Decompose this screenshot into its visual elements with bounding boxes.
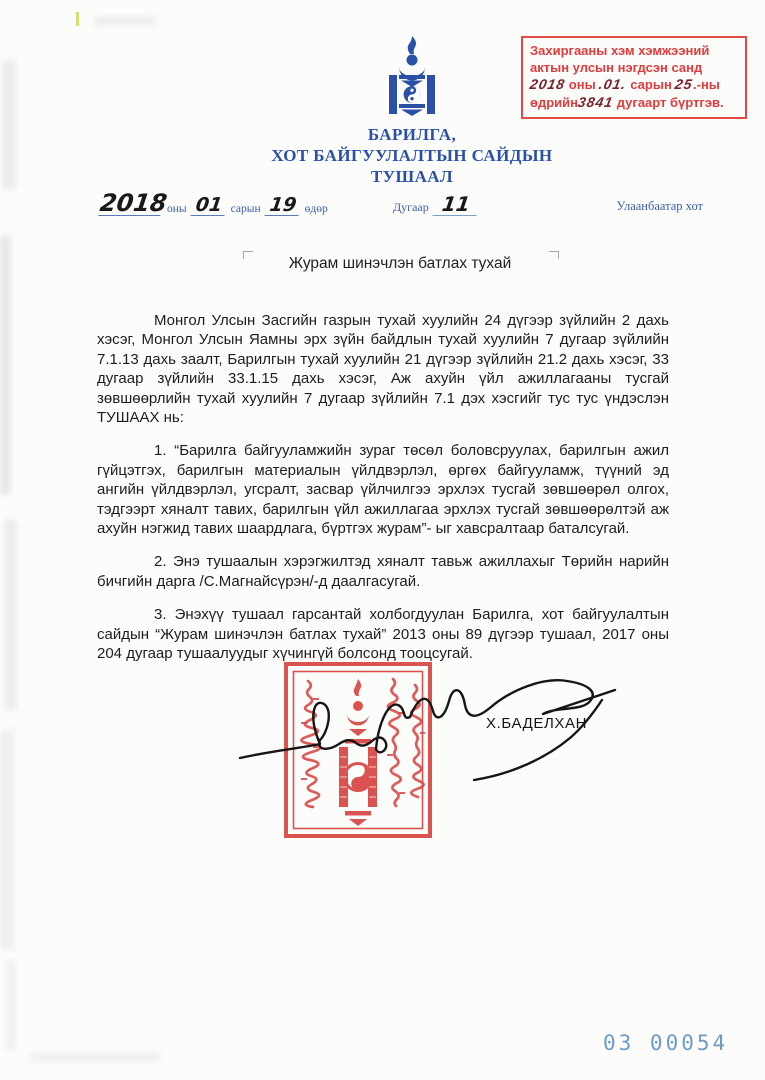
reg-year-handwritten: 2018 [528, 76, 567, 92]
title-line-2: ХОТ БАЙГУУЛАЛТЫН САЙДЫН [271, 146, 553, 165]
reg-stamp-line3 [530, 76, 738, 94]
scan-artifact [6, 960, 16, 1050]
reg-day-handwritten: 25 [674, 76, 695, 92]
title-line-1: БАРИЛГА, [367, 125, 457, 144]
reg-month-label: сарын [630, 77, 672, 92]
title-line-3: ТУШААЛ [370, 167, 454, 186]
scan-artifact [30, 1052, 160, 1062]
body-paragraph-1: 1. “Барилга байгууламжийн зураг төсөл боловсруулах, барилгын ажил гүйцэтгэх, барилгын материалын үйлдвэрлэл, өргөх байгууламж, түүний эд ангийн үйлдвэрлэл, угсралт, засвар үйлчилгээ эрхлэх тусгай зөвшөөрөл олгох, тэдгээрт хяналт тавих, барилгын үйл ажиллагаа эрхлэх тусгай зөвшөөрөлтэй аж ахуйн нэгжид тавих шаардлага, бүртгэх журам”- ыг хавсралтаар баталсугай. [97, 442, 669, 538]
ministry-order-title [59, 124, 765, 187]
signature-icon [236, 656, 656, 811]
date-group [100, 191, 333, 216]
reg-year-label: оны [568, 77, 596, 92]
reg-number-handwritten: 3841 [576, 93, 615, 110]
scan-artifact [0, 235, 11, 495]
day-handwritten: 19 [264, 195, 301, 216]
scan-artifact [95, 16, 155, 26]
scan-artifact [4, 520, 17, 710]
body-paragraph-intro: Монгол Улсын Засгийн газрын тухай хуулийн 24 дүгээр зүйлийн 2 дахь хэсэг, Монгол Улсын Яамны эрх зүйн байдлын тухай хуулийн 7 дугаар зүйлийн 7.1.13 дахь заалт, Барилгын тухай хуулийн 21 дүгээр зүйлийн 21.2 дахь хэсэг, 33 дугаар зүйлийн 33.1.15 дахь хэсэг, Аж ахуйн үйл ажиллагааны тусгай зөвшөөрлийн тухай хуулийн 7 дугаар зүйлийн 7.1 дэх хэсгийг тус тус үндэслэн ТУШААХ нь: [97, 312, 669, 427]
month-label: сарын [230, 203, 261, 215]
reg-suffix: дугаарт бүртгэв. [616, 94, 724, 110]
month-handwritten: 01 [190, 195, 227, 216]
order-body [97, 311, 669, 678]
reg-day-suffix: .-ны [693, 77, 720, 92]
order-number-group [388, 194, 478, 216]
city-label: Улаанбаатар хот [616, 199, 703, 213]
order-number-handwritten: 11 [432, 194, 479, 216]
scan-artifact [0, 730, 14, 950]
reg-stamp-line1: Захиргааны хэм хэмжээний [530, 43, 710, 58]
signer-name: Х.БАДЕЛХАН [486, 715, 588, 732]
year-handwritten: 2018 [98, 189, 169, 217]
day-label: өдөр [304, 203, 328, 215]
order-subject: Журам шинэчлэн батлах тухай [288, 255, 512, 272]
serial-number: 03 00054 [603, 1031, 729, 1055]
scan-artifact [2, 60, 16, 190]
reg-stamp-line2: актын улсын нэгдсэн санд [530, 59, 703, 75]
year-label: оны [167, 203, 187, 215]
date-row [0, 184, 765, 220]
scan-artifact [76, 12, 79, 26]
body-paragraph-3: 3. Энэхүү тушаал гарсантай холбогдуулан Барилга, хот байгуулалтын сайдын “Журам шинэчлэн батлах тухай” 2013 оны 89 дүгээр тушаал, 2017 оны 204 дугаар тушаалуудыг хүчингүй болсонд тооцсугай. [97, 606, 669, 663]
registration-stamp-box [521, 36, 747, 119]
reg-month-handwritten: .01. [597, 76, 629, 92]
reg-stamp-line4 [530, 94, 738, 112]
body-paragraph-2: 2. Энэ тушаалын хэрэгжилтэд хяналт тавьж ажиллахыг Төрийн нарийн бичгийн дарга /С.Магнайсүрэн/-д даалгасугай. [97, 553, 669, 590]
reg-day-prefix: өдрийн [530, 94, 578, 110]
order-number-label: Дугаар [393, 200, 429, 214]
soyombo-emblem-icon [372, 34, 452, 116]
